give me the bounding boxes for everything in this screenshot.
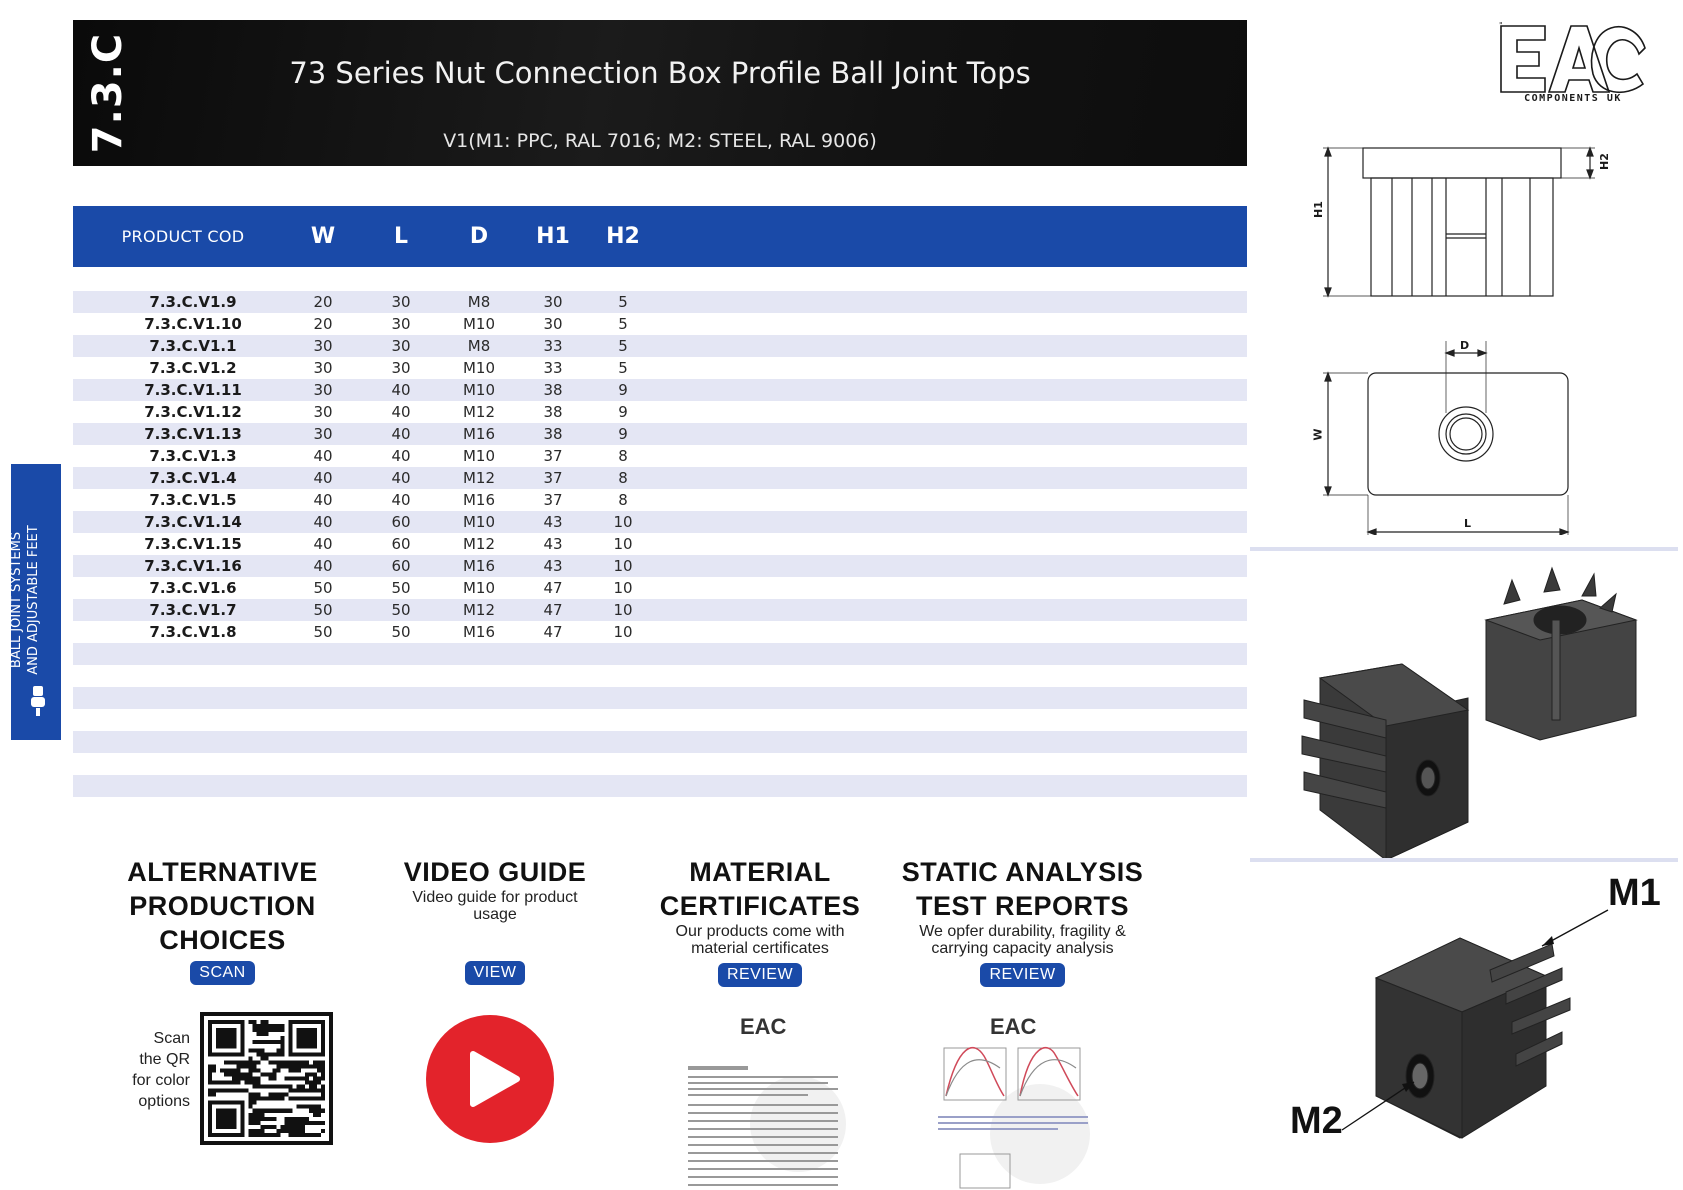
card-description-line: Our products come with (675, 923, 845, 940)
cell-h2: 5 (618, 293, 628, 311)
cell-product-code: 7.3.C.V1.5 (149, 491, 237, 509)
cell-l: 30 (391, 293, 411, 311)
cell-h2: 10 (613, 557, 633, 575)
cell-d: M16 (462, 425, 496, 443)
empty-table-row (73, 753, 1247, 775)
table-row (73, 401, 1247, 423)
cell-l: 50 (391, 623, 411, 641)
card-material-certificates (650, 855, 870, 987)
cell-w: 40 (313, 447, 333, 465)
cell-h1: 30 (543, 315, 563, 333)
table-row (73, 533, 1247, 555)
header-banner (73, 20, 1247, 166)
cell-h2: 10 (613, 601, 633, 619)
table-row (73, 357, 1247, 379)
product-render-pair (1290, 560, 1650, 860)
cell-h2: 5 (618, 337, 628, 355)
scan-button[interactable]: SCAN (190, 961, 254, 985)
card-static-analysis (900, 855, 1145, 987)
cell-l: 60 (391, 513, 411, 531)
cell-h2: 8 (618, 469, 628, 487)
card-description-line: carrying capacity analysis (931, 940, 1114, 957)
cell-w: 30 (313, 425, 333, 443)
view-button[interactable]: VIEW (465, 961, 526, 985)
cell-l: 40 (391, 447, 411, 465)
cell-h1: 37 (543, 491, 563, 509)
card-title-line: TEST REPORTS (915, 891, 1130, 921)
column-header-product-code: PRODUCT COD (121, 227, 245, 246)
cell-w: 50 (313, 579, 333, 597)
cell-w: 40 (313, 513, 333, 531)
cell-h2: 5 (618, 359, 628, 377)
cell-product-code: 7.3.C.V1.16 (144, 557, 242, 575)
table-row (73, 423, 1247, 445)
qr-code-icon[interactable] (200, 1012, 333, 1145)
section-code: 7.3.C (85, 32, 132, 154)
svg-text:": " (1499, 21, 1503, 30)
cell-l: 50 (391, 579, 411, 597)
cell-h1: 47 (543, 579, 563, 597)
cell-product-code: 7.3.C.V1.12 (144, 403, 242, 421)
cell-h2: 9 (618, 381, 628, 399)
empty-table-row (73, 731, 1247, 753)
table-row (73, 511, 1247, 533)
card-description-line: We opfer durability, fragility & (919, 923, 1126, 940)
cell-product-code: 7.3.C.V1.4 (149, 469, 237, 487)
cell-h2: 10 (613, 535, 633, 553)
table-header (73, 206, 1247, 267)
card-title-line: STATIC ANALYSIS (901, 857, 1144, 887)
empty-table-row (73, 687, 1247, 709)
cell-h2: 10 (613, 579, 633, 597)
product-render-materials (1290, 900, 1650, 1160)
cell-d: M10 (462, 381, 496, 399)
cell-l: 60 (391, 535, 411, 553)
cell-d: M16 (462, 557, 496, 575)
review-certificates-button[interactable]: REVIEW (718, 963, 802, 987)
cell-d: M10 (462, 513, 496, 531)
card-description-line: Video guide for product (412, 889, 578, 906)
cell-l: 50 (391, 601, 411, 619)
cell-w: 20 (313, 293, 333, 311)
card-title-line: CERTIFICATES (659, 891, 861, 921)
page-title: 73 Series Nut Connection Box Profile Ball Joint Tops (289, 56, 1031, 90)
cell-h1: 47 (543, 623, 563, 641)
cell-w: 40 (313, 557, 333, 575)
empty-table-row (73, 643, 1247, 665)
cell-product-code: 7.3.C.V1.1 (149, 337, 237, 355)
cell-product-code: 7.3.C.V1.13 (144, 425, 242, 443)
dimension-label-l: L (1464, 517, 1472, 530)
cell-h1: 37 (543, 447, 563, 465)
divider (1250, 858, 1678, 862)
cell-h2: 10 (613, 513, 633, 531)
card-description-line: usage (473, 906, 517, 923)
cell-h1: 37 (543, 469, 563, 487)
cell-w: 50 (313, 601, 333, 619)
table-row (73, 379, 1247, 401)
cell-w: 30 (313, 359, 333, 377)
divider (1250, 547, 1678, 551)
cell-d: M12 (462, 535, 496, 553)
cell-h2: 5 (618, 315, 628, 333)
cell-w: 40 (313, 535, 333, 553)
dimension-label-h1: H1 (1311, 201, 1325, 218)
table-row (73, 555, 1247, 577)
table-row (73, 445, 1247, 467)
cell-product-code: 7.3.C.V1.14 (144, 513, 242, 531)
column-header-d: D (469, 224, 489, 249)
cell-w: 30 (313, 337, 333, 355)
cell-d: M12 (462, 601, 496, 619)
material-label-m2: M2 (1290, 1100, 1343, 1142)
cell-product-code: 7.3.C.V1.8 (149, 623, 237, 641)
table-row (73, 599, 1247, 621)
card-description-line: material certificates (691, 940, 829, 957)
cell-l: 30 (391, 337, 411, 355)
cell-h1: 33 (543, 359, 563, 377)
card-title-line: MATERIAL (689, 857, 831, 887)
column-header-h1: H1 (536, 224, 570, 249)
cell-w: 30 (313, 381, 333, 399)
cell-d: M8 (467, 293, 491, 311)
table-row (73, 577, 1247, 599)
side-view-drawing (1290, 140, 1620, 300)
table-row (73, 291, 1247, 313)
cell-h1: 38 (543, 381, 563, 399)
cell-product-code: 7.3.C.V1.11 (144, 381, 242, 399)
cell-l: 40 (391, 491, 411, 509)
cell-w: 40 (313, 491, 333, 509)
cell-product-code: 7.3.C.V1.3 (149, 447, 237, 465)
cell-h1: 38 (543, 403, 563, 421)
side-tab-label: BALL JOINT SYSTEMS AND ADJUSTABLE FEET (9, 525, 41, 675)
cell-d: M16 (462, 491, 496, 509)
column-header-w: W (310, 224, 336, 249)
cell-d: M12 (462, 469, 496, 487)
table-row (73, 313, 1247, 335)
cell-d: M16 (462, 623, 496, 641)
cell-d: M10 (462, 579, 496, 597)
dimension-label-d: D (1460, 339, 1470, 352)
certificate-document-thumbnail[interactable] (680, 1004, 855, 1190)
cell-h1: 43 (543, 557, 563, 575)
material-label-m1: M1 (1608, 872, 1661, 914)
review-reports-button[interactable]: REVIEW (980, 963, 1064, 987)
top-view-drawing (1290, 335, 1620, 535)
cell-product-code: 7.3.C.V1.10 (144, 315, 242, 333)
card-title-line: PRODUCTION (129, 891, 316, 921)
page-subtitle: V1(M1: PPC, RAL 7016; M2: STEEL, RAL 9006) (443, 130, 877, 152)
scan-instructions: Scan the QR for color options (132, 1030, 190, 1110)
table-row (73, 621, 1247, 643)
cell-l: 40 (391, 403, 411, 421)
table-row (73, 467, 1247, 489)
table-row (73, 489, 1247, 511)
cell-w: 20 (313, 315, 333, 333)
cell-product-code: 7.3.C.V1.6 (149, 579, 237, 597)
empty-table-row (73, 775, 1247, 797)
empty-table-row (73, 665, 1247, 687)
dimension-label-w: W (1311, 428, 1325, 441)
product-table (73, 291, 1247, 797)
dimension-label-h2: H2 (1597, 153, 1611, 170)
card-title-line: CHOICES (159, 925, 286, 955)
empty-table-row (73, 709, 1247, 731)
cell-h1: 33 (543, 337, 563, 355)
svg-text:EAC: EAC (740, 1014, 787, 1039)
cell-w: 50 (313, 623, 333, 641)
table-row (73, 335, 1247, 357)
column-header-l: L (393, 224, 409, 249)
cell-product-code: 7.3.C.V1.2 (149, 359, 237, 377)
card-video-guide (385, 855, 605, 985)
cell-l: 60 (391, 557, 411, 575)
cell-d: M12 (462, 403, 496, 421)
cell-d: M10 (462, 447, 496, 465)
cell-w: 40 (313, 469, 333, 487)
cell-h2: 9 (618, 425, 628, 443)
card-alternative-production (120, 855, 325, 985)
cell-h1: 38 (543, 425, 563, 443)
card-title-line: ALTERNATIVE (127, 857, 318, 887)
cell-h1: 47 (543, 601, 563, 619)
ball-joint-icon (30, 686, 46, 716)
cell-product-code: 7.3.C.V1.15 (144, 535, 242, 553)
cell-l: 40 (391, 469, 411, 487)
cell-product-code: 7.3.C.V1.9 (149, 293, 237, 311)
cell-h2: 9 (618, 403, 628, 421)
cell-l: 30 (391, 359, 411, 377)
cell-h2: 8 (618, 447, 628, 465)
card-title-line: VIDEO GUIDE (403, 857, 587, 887)
cell-l: 40 (391, 381, 411, 399)
cell-d: M10 (462, 315, 496, 333)
cell-w: 30 (313, 403, 333, 421)
cell-d: M8 (467, 337, 491, 355)
cell-l: 40 (391, 425, 411, 443)
cell-h1: 43 (543, 513, 563, 531)
cell-d: M10 (462, 359, 496, 377)
logo-tagline: COMPONENTS UK (1524, 93, 1622, 104)
play-video-icon[interactable] (425, 1014, 555, 1144)
svg-text:EAC: EAC (990, 1014, 1037, 1039)
cell-h1: 30 (543, 293, 563, 311)
column-header-h2: H2 (606, 224, 640, 249)
cell-h2: 10 (613, 623, 633, 641)
test-report-thumbnail[interactable] (930, 1004, 1105, 1190)
cell-product-code: 7.3.C.V1.7 (149, 601, 237, 619)
cell-l: 30 (391, 315, 411, 333)
cell-h2: 8 (618, 491, 628, 509)
cell-h1: 43 (543, 535, 563, 553)
